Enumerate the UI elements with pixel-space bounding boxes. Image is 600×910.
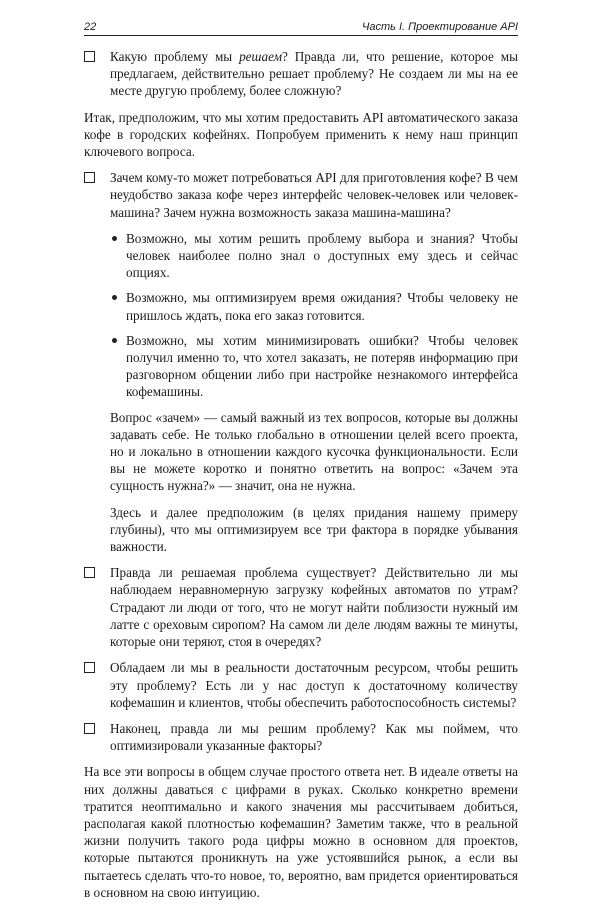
- bullet-item: Возможно, мы хотим решить проблему выбора и знания? Чтобы человек наиболее полно знал о доступных ему здесь и сейчас опциях.: [84, 230, 518, 282]
- bullet-item: Возможно, мы оптимизируем время ожидания? Чтобы человеку не пришлось ждать, пока его заказ готовится.: [84, 289, 518, 323]
- question-text: Зачем кому-то может потребоваться API для приготовления кофе? В чем неудобство заказа кофе через интерфейс человек-человек или человек-машина? Зачем нужна возможность заказа машина-машина?: [110, 170, 518, 220]
- indented-paragraph: Здесь и далее предположим (в целях придания нашему примеру глубины), что мы оптимизируем все три фактора в порядке убывания важности.: [110, 504, 518, 555]
- page-body: [84, 48, 518, 910]
- checkbox-question: [84, 720, 518, 754]
- checkbox-question: [84, 659, 518, 711]
- question-text: Обладаем ли мы в реальности достаточным ресурсом, чтобы решить эту проблему? Есть ли у нас доступ к достаточному количеству кофемашин и клиентов, чтобы обеспечить работоспособность системы?: [110, 660, 518, 710]
- checkbox-square-icon: [84, 51, 95, 62]
- checkbox-question: [84, 564, 518, 650]
- paragraph: Итак, предположим, что мы хотим предоставить API автоматического заказа кофе в городских кофейнях. Попробуем применить к нему наш принцип ключевого вопроса.: [84, 109, 518, 160]
- checkbox-square-icon: [84, 567, 95, 578]
- checkbox-square-icon: [84, 662, 95, 673]
- bullet-item: Возможно, мы хотим минимизировать ошибки? Чтобы человек получил именно то, что хотел заказать, не потеряв информацию при разговорном общении либо при настройке незнакомого интерфейса кофемашины.: [84, 332, 518, 401]
- checkbox-question: [84, 169, 518, 221]
- page-number: 22: [84, 21, 97, 33]
- question-text: Правда ли решаемая проблема существует? Действительно ли мы наблюдаем неравномерную загрузку кофейных автоматов по утрам? Страдают ли люди от того, что не могут найти поблизости нужный им латте с ореховым сиропом? На самом ли деле людям важны те минуты, которые они теряют, стоя в очередях?: [110, 565, 518, 650]
- bullet-icon: [112, 236, 117, 241]
- bullet-icon: [112, 338, 117, 343]
- emphasis: решаем: [239, 49, 283, 64]
- checkbox-question: [84, 48, 518, 100]
- bullet-icon: [112, 295, 117, 300]
- paragraph: На все эти вопросы в общем случае простого ответа нет. В идеале ответы на них должны даваться с цифрами в руках. Сколько конкретно времени тратится неоптимально и какого значения мы рассчитываем добиться, располагая какой плотностью кофемашин? Заметим также, что в реальной жизни получить такого рода цифры можно в основном для проектов, которые пытаются проникнуть на уже устоявшийся рынок, а если вы пытаетесь сделать что-то новое, то, вероятно, вам придется ориентироваться в основном на свою интуицию.: [84, 764, 518, 900]
- running-title: Часть I. Проектирование API: [361, 21, 518, 33]
- question-text: Наконец, правда ли мы решим проблему? Как мы поймем, что оптимизировали указанные факторы?: [110, 720, 518, 754]
- checkbox-square-icon: [84, 172, 95, 183]
- question-text: Какую проблему мы решаем? Правда ли, что решение, которое мы предлагаем, действительно решает проблему? Не создаем ли мы на ее месте другую проблему, более сложную?: [110, 49, 518, 99]
- checkbox-square-icon: [84, 723, 95, 734]
- indented-paragraph: Вопрос «зачем» — самый важный из тех вопросов, которые вы должны задавать себе. Не только глобально в отношении целей всего проекта, но и локально в отношении каждого кусочка функциональности. Если вы не можете коротко и понятно ответить на вопрос: «Зачем эта сущность нужна?» — значит, она не нужна.: [110, 409, 518, 494]
- page-header: [84, 21, 518, 36]
